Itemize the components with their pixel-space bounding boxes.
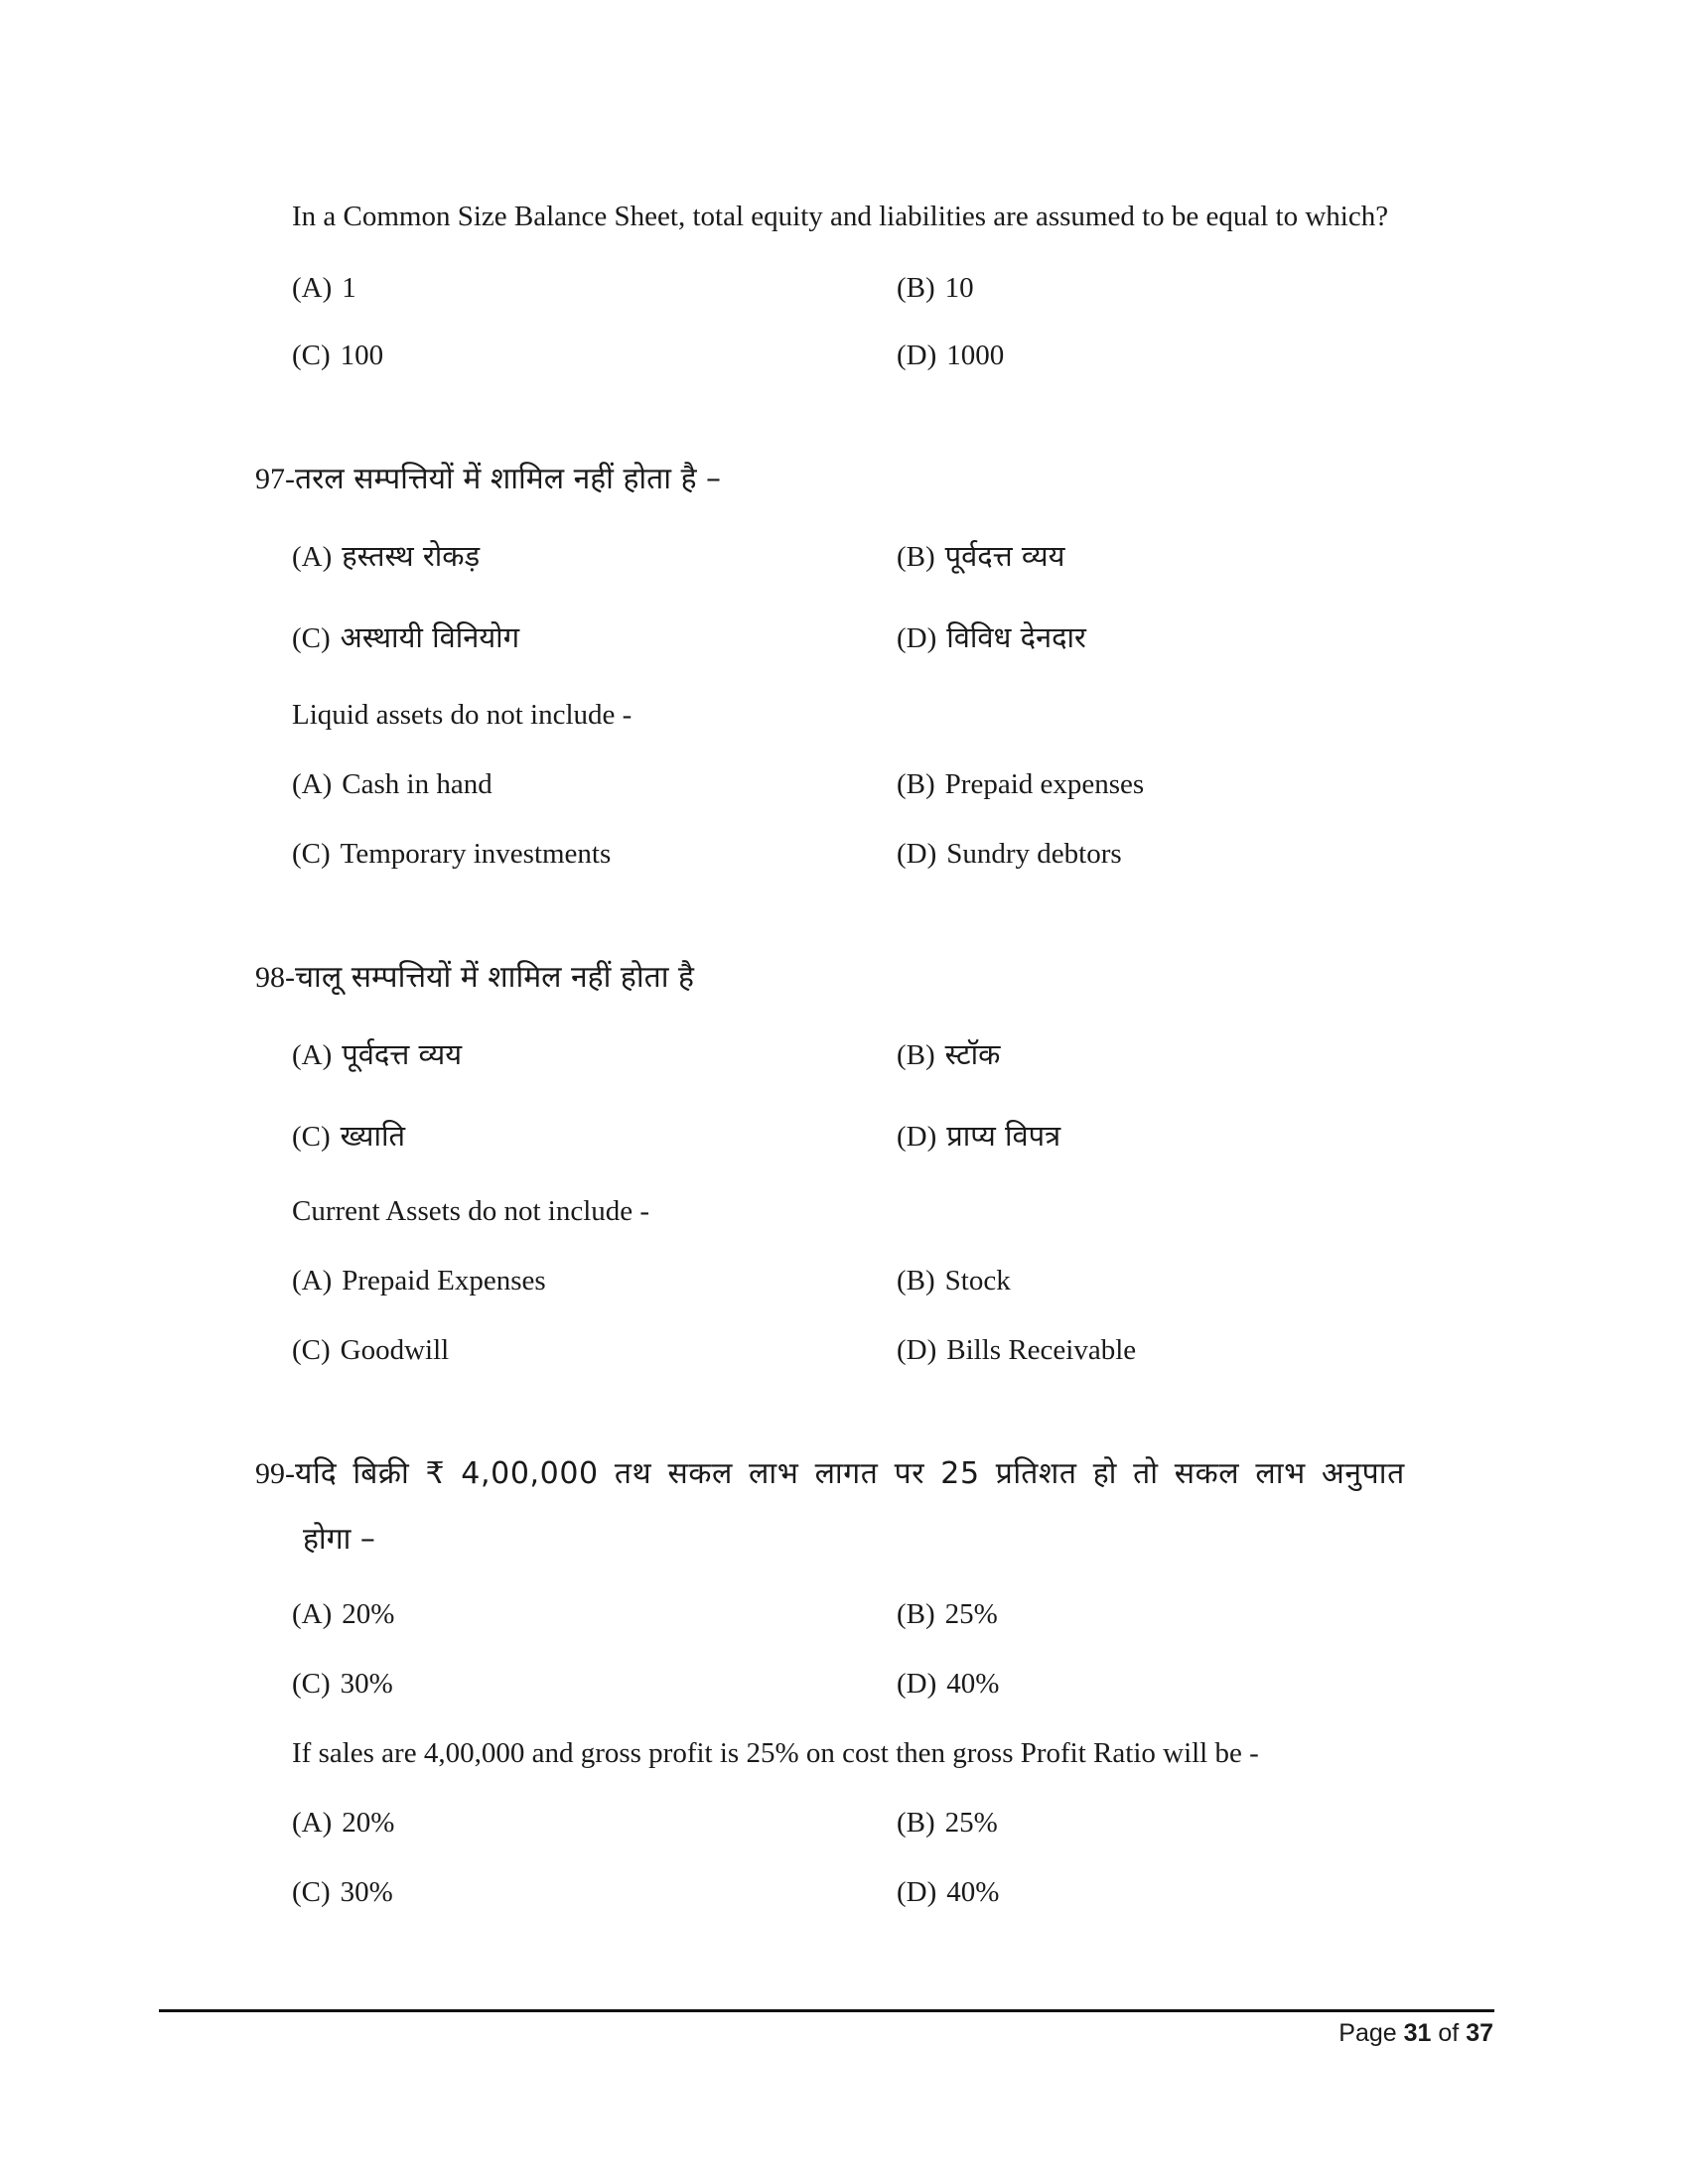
option-text: हस्तस्थ रोकड़ — [342, 539, 481, 573]
option-label: (D) — [897, 622, 937, 654]
option-text: 20% — [342, 1598, 395, 1630]
option-label: (B) — [897, 1807, 935, 1839]
page-number — [1338, 2019, 1493, 2048]
option-text: प्राप्य विपत्र — [946, 1119, 1061, 1153]
q98-option-b — [897, 1265, 1011, 1297]
question-number: 98- — [255, 961, 295, 994]
q96-option-d — [897, 340, 1004, 372]
option-label: (B) — [897, 1265, 935, 1297]
option-label: (C) — [292, 340, 331, 371]
q99-option-b — [897, 1807, 998, 1840]
option-text: Temporary investments — [340, 838, 612, 870]
question-text-hindi: चालू सम्पत्तियों में शामिल नहीं होता है — [295, 960, 694, 995]
page-current: 31 — [1403, 2019, 1432, 2047]
option-text: 40% — [946, 1876, 1000, 1908]
option-text: ख्याति — [340, 1119, 406, 1153]
q99-hindi-question-line1 — [255, 1451, 1405, 1492]
footer-divider — [159, 2009, 1494, 2012]
q98-hindi-question — [255, 955, 694, 996]
q97-hindi-option-b — [897, 536, 1064, 575]
option-label: (A) — [292, 1598, 333, 1630]
option-text: 20% — [342, 1807, 395, 1839]
option-label: (A) — [292, 1807, 333, 1839]
option-label: (C) — [292, 1334, 331, 1366]
option-label: (B) — [897, 768, 935, 800]
q98-option-d — [897, 1334, 1136, 1367]
page-separator: of — [1431, 2019, 1467, 2047]
q97-hindi-option-a — [292, 536, 480, 575]
q99-hindi-option-b — [897, 1598, 998, 1631]
q98-english-question: Current Assets do not include - — [292, 1195, 650, 1227]
option-label: (C) — [292, 622, 331, 654]
option-text: 25% — [944, 1807, 998, 1839]
question-number: 99- — [255, 1457, 295, 1490]
page-total: 37 — [1466, 2019, 1493, 2047]
option-label: (D) — [897, 1668, 937, 1700]
option-text: 30% — [340, 1876, 393, 1908]
option-text: 10 — [944, 272, 974, 304]
option-text: विविध देनदार — [946, 620, 1086, 654]
option-label: (A) — [292, 272, 333, 304]
q99-option-d — [897, 1876, 999, 1909]
option-text: Prepaid Expenses — [342, 1265, 546, 1297]
option-text: 1 — [342, 272, 356, 304]
option-label: (D) — [897, 838, 937, 870]
q96-option-b — [897, 272, 974, 305]
q98-hindi-option-a — [292, 1034, 462, 1073]
option-text: अस्थायी विनियोग — [340, 620, 520, 654]
page-prefix: Page — [1338, 2019, 1404, 2047]
option-text: Cash in hand — [342, 768, 492, 800]
q97-option-c — [292, 838, 611, 871]
q97-option-a — [292, 768, 492, 801]
option-text: Bills Receivable — [946, 1334, 1137, 1366]
question-number: 97- — [255, 463, 295, 495]
option-label: (D) — [897, 340, 937, 371]
option-label: (A) — [292, 768, 333, 800]
option-label: (B) — [897, 272, 935, 304]
q99-hindi-option-c — [292, 1668, 393, 1701]
q96-english-question: In a Common Size Balance Sheet, total equity and liabilities are assumed to be equal to which? — [292, 201, 1389, 232]
option-text: Prepaid expenses — [944, 768, 1145, 800]
q97-hindi-option-c — [292, 617, 519, 656]
q99-option-c — [292, 1876, 393, 1909]
q98-hindi-option-b — [897, 1034, 1000, 1073]
q98-hindi-option-c — [292, 1116, 405, 1155]
option-text: Stock — [944, 1265, 1011, 1297]
option-label: (A) — [292, 1265, 333, 1297]
q99-hindi-option-a — [292, 1598, 394, 1631]
q96-option-c — [292, 340, 383, 372]
option-text: स्टॉक — [944, 1037, 1001, 1071]
option-label: (D) — [897, 1334, 937, 1366]
option-text: Sundry debtors — [946, 838, 1122, 870]
option-text: 100 — [340, 340, 384, 371]
q99-option-a — [292, 1807, 394, 1840]
option-label: (A) — [292, 1039, 333, 1071]
option-label: (D) — [897, 1876, 937, 1908]
option-label: (B) — [897, 541, 935, 573]
q99-hindi-option-d — [897, 1668, 999, 1701]
question-text-hindi: यदि बिक्री ₹ 4,00,000 तथ सकल लाभ लागत पर 25 प्रतिशत हो तो सकल लाभ अनुपात — [295, 1456, 1405, 1491]
option-label: (C) — [292, 838, 331, 870]
q99-english-question: If sales are 4,00,000 and gross profit is 25% on cost then gross Profit Ratio will be - — [292, 1737, 1259, 1769]
q98-option-a — [292, 1265, 546, 1297]
q97-option-b — [897, 768, 1144, 801]
option-text: 40% — [946, 1668, 1000, 1700]
option-text: पूर्वदत्त व्यय — [944, 539, 1065, 573]
option-text: 1000 — [946, 340, 1005, 371]
q99-hindi-question-line2: होगा – — [303, 1522, 375, 1557]
q97-option-d — [897, 838, 1122, 871]
q97-english-question: Liquid assets do not include - — [292, 699, 633, 731]
q96-option-a — [292, 272, 356, 305]
option-label: (B) — [897, 1598, 935, 1630]
option-label: (D) — [897, 1121, 937, 1153]
option-text: 30% — [340, 1668, 393, 1700]
option-label: (A) — [292, 541, 333, 573]
q97-hindi-question — [255, 457, 721, 497]
option-text: पूर्वदत्त व्यय — [342, 1037, 463, 1071]
option-text: 25% — [944, 1598, 998, 1630]
option-label: (B) — [897, 1039, 935, 1071]
option-label: (C) — [292, 1121, 331, 1153]
option-label: (C) — [292, 1876, 331, 1908]
q98-option-c — [292, 1334, 449, 1367]
q97-hindi-option-d — [897, 617, 1086, 656]
question-text-hindi: तरल सम्पत्तियों में शामिल नहीं होता है – — [295, 462, 722, 496]
q98-hindi-option-d — [897, 1116, 1060, 1155]
option-text: Goodwill — [340, 1334, 450, 1366]
option-label: (C) — [292, 1668, 331, 1700]
